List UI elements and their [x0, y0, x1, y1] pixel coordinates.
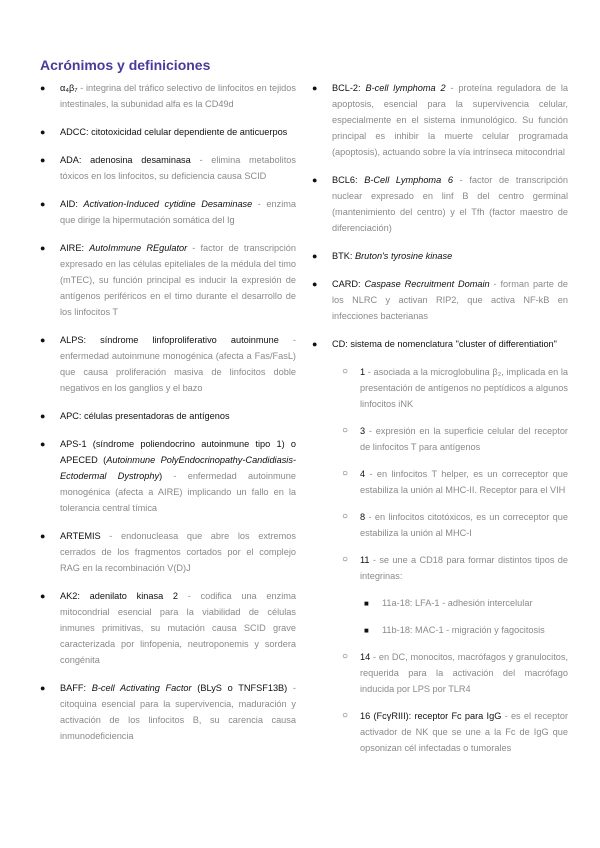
- definition: factor de transcripción nuclear expresado en linf B del centro germinal (mantenimiento del centro) y el Tfh (factor maestro de diferenciación): [332, 175, 568, 233]
- left-column: [40, 80, 296, 756]
- term: 11b-18: MAC-1: [382, 625, 444, 635]
- bullet-icon: ●: [40, 591, 46, 601]
- term: ARTEMIS: [60, 531, 101, 541]
- term: BCL6:: [332, 175, 365, 185]
- term: BTK:: [332, 251, 355, 261]
- definition: enfermedad autoinmune monogénica (afecta a AIRE) implicando un fallo en la tolerancia central tímica: [60, 471, 296, 513]
- term: BAFF:: [60, 683, 92, 693]
- bullet-icon: ●: [312, 175, 318, 185]
- term: 3: [360, 426, 366, 436]
- definition: en DC, monocitos, macrófagos y granulocitos, requerida para la activación del macrófago inducida por LPS por TLR4: [360, 652, 569, 694]
- circle-bullet-icon: ○: [342, 425, 349, 436]
- definition-item: ● BAFF: B-cell Activating Factor (BLyS o TNFSF13B) - citoquina esencial para la supervivencia, maduración y activación de los linfocitos B, su carencia causa inmunodeficiencia: [40, 680, 296, 744]
- bullet-icon: ●: [40, 199, 46, 209]
- term-italic: Bruton's tyrosine kinase: [354, 251, 453, 261]
- definition-item: ● ADA: adenosina desaminasa - elimina metabolitos tóxicos en los linfocitos, su deficiencia causa SCID: [40, 152, 296, 184]
- term: CD: sistema de nomenclatura "cluster of differentiation": [332, 339, 557, 349]
- definition-item: ● AID: Activation-Induced cytidine Desaminase - enzima que dirige la hipermutación somática del Ig: [40, 196, 296, 228]
- bullet-icon: ●: [312, 83, 318, 93]
- definition: elimina metabolitos tóxicos en los linfocitos, su deficiencia causa SCID: [60, 155, 296, 181]
- definition-item: ● AK2: adenilato kinasa 2 - codifica una enzima mitocondrial esencial para la viabilidad de células inmunes primitivas, su mutación causa SCID grave caracterizada por linfopenia, neutroponemis y sordera congénita: [40, 588, 296, 668]
- circle-bullet-icon: ○: [342, 651, 349, 662]
- page-title: Acrónimos y definiciones: [40, 57, 211, 73]
- cd-item: ○ 3 - expresión en la superficie celular del receptor de linfocitos T para antígenos: [342, 425, 568, 452]
- term: AID:: [60, 199, 84, 209]
- term: ALPS: síndrome linfoproliferativo autoinmune: [60, 335, 279, 345]
- definition: citoquina esencial para la supervivencia, maduración y activación de los linfocitos B, su carencia causa inmunodeficiencia: [60, 699, 296, 741]
- cd-item: ○ 1 - asociada a la microglobulina β₂, implicada en la presentación de antígenos no peptídicos a algunos linfocitos iNK: [342, 366, 568, 409]
- term: 11: [360, 555, 370, 565]
- cd-item: ○ 8 - en linfocitos citotóxicos, es un correceptor que estabiliza la unión al MHC-I: [342, 511, 568, 538]
- definition: en linfocitos citotóxicos, es un correceptor que estabiliza la unión al MHC-I: [360, 512, 568, 538]
- definition: asociada a la microglobulina β₂, implicada en la presentación de antígenos no peptídicos a algunos linfocitos iNK: [360, 367, 568, 409]
- circle-bullet-icon: ○: [342, 710, 349, 721]
- cd-item: ○ 16 (FcγRIII): receptor Fc para IgG - es el receptor activador de NK que se une a la Fc de IgG que opsonizan cél infectadas o tumorales: [342, 710, 569, 753]
- definition: enzima que dirige la hipermutación somática del Ig: [60, 199, 296, 225]
- circle-bullet-icon: ○: [342, 511, 349, 522]
- term-italic: B-Cell Lymphoma 6: [364, 175, 453, 185]
- definition: codifica una enzima mitocondrial esencial para la viabilidad de células inmunes primitivas, su mutación causa SCID grave caracterizada por linfopenia, neutroponemis y sordera congénita: [60, 591, 296, 665]
- term: ADA: adenosina desaminasa: [60, 155, 191, 165]
- definition-item: [312, 248, 568, 264]
- term: 4: [360, 469, 366, 479]
- circle-bullet-icon: ○: [342, 366, 349, 377]
- definition-item: ● AIRE: AutoImmune REgulator - factor de transcripción expresado en las células epiteliales de la médula del timo (mTEC), su función principal es inducir la expresión de antígenos periféricos en el timo durante el desarrollo de los linfocitos T: [40, 240, 296, 320]
- term-italic: AutoImmune REgulator: [89, 243, 188, 253]
- bullet-icon: ●: [40, 127, 46, 137]
- definition: forman parte de los NLRC y activan RIP2, que activa NF-kB en infecciones bacterianas: [332, 279, 568, 321]
- cd-item: ○ 4 - en linfocitos T helper, es un correceptor que estabiliza la unión al MHC-II. Receptor para el VIH: [342, 468, 568, 495]
- definition-item: ● ARTEMIS - endonucleasa que abre los extremos cerrados de los fragmentos cortados por el complejo RAG en la recombinación V(D)J: [40, 528, 296, 576]
- definition-item: ● APS-1 (síndrome poliendocrino autoinmune tipo 1) o APECED (Autoinmune PolyEndocrinopathy-Candidiasis-Ectodermal Dystrophy) - enfermedad autoinmune monogénica (afecta a AIRE) implicando un fallo en la tolerancia central tímica: [40, 436, 296, 516]
- term: 8: [360, 512, 366, 522]
- definition: factor de transcripción expresado en las células epiteliales de la médula del timo (mTEC), su función principal es inducir la expresión de antígenos periféricos en el timo durante el desarrollo de los linfocitos T: [60, 243, 296, 317]
- bullet-icon: ●: [40, 155, 46, 165]
- term: 11a-18: LFA-1: [382, 598, 440, 608]
- term-italic: Caspase Recruitment Domain: [364, 279, 490, 289]
- square-bullet-icon: ■: [364, 599, 369, 608]
- term: CARD:: [332, 279, 365, 289]
- definition: expresión en la superficie celular del receptor de linfocitos T para antígenos: [360, 426, 568, 452]
- bullet-icon: ●: [40, 335, 46, 345]
- term: APC: células presentadoras de antígenos: [60, 411, 230, 421]
- right-column: [312, 80, 568, 767]
- cd-item: ○ 14 - en DC, monocitos, macrófagos y granulocitos, requerida para la activación del macrófago inducida por LPS por TLR4: [342, 651, 569, 694]
- circle-bullet-icon: ○: [342, 468, 349, 479]
- definition-item: [312, 336, 568, 352]
- bullet-icon: ●: [312, 279, 318, 289]
- bullet-icon: ●: [40, 683, 46, 693]
- bullet-icon: ●: [40, 411, 46, 421]
- term: 16 (FcγRIII): receptor Fc para IgG: [360, 711, 502, 721]
- definition-item: ● ALPS: síndrome linfoproliferativo autoinmune - enfermedad autoinmune monogénica (afecta a Fas/FasL) que causa proliferación masiva de linfocitos doble negativos en los ganglios y el bazo: [40, 332, 296, 396]
- bullet-icon: ●: [312, 339, 318, 349]
- cd-item: ○ 11 - se une a CD18 para formar distintos tipos de integrinas:: [342, 554, 568, 581]
- term: AK2: adenilato kinasa 2: [60, 591, 178, 601]
- term: ADCC: citotoxicidad celular dependiente de anticuerpos: [60, 127, 288, 137]
- bullet-icon: ●: [312, 251, 318, 261]
- definition: adhesión intercelular: [447, 598, 533, 608]
- bullet-icon: ●: [40, 83, 46, 93]
- bullet-icon: ●: [40, 243, 46, 253]
- definition: proteína reguladora de la apoptosis, esencial para la supervivencia celular, especialmente en el sistema inmunológico. Su función principal es inhibir la muerte celular programada (apoptosis), actuando sobre la vía intrínseca mitocondrial: [332, 83, 568, 157]
- term: 14: [360, 652, 371, 662]
- term: APS-1 (síndrome poliendocrino autoinmune tipo 1) o APECED (: [60, 439, 296, 465]
- bullet-icon: ●: [40, 531, 46, 541]
- definition-item: ● BCL-2: B-cell lymphoma 2 - proteína reguladora de la apoptosis, esencial para la supervivencia celular, especialmente en el sistema inmunológico. Su función principal es inhibir la muerte celular programada (apoptosis), actuando sobre la vía intrínseca mitocondrial: [312, 80, 568, 160]
- definition: endonucleasa que abre los extremos cerrados de los fragmentos cortados por el complejo RAG en la recombinación V(D)J: [60, 531, 296, 573]
- definition-item: ● BCL6: B-Cell Lymphoma 6 - factor de transcripción nuclear expresado en linf B del centro germinal (mantenimiento del centro) y el Tfh (factor maestro de diferenciación): [312, 172, 568, 236]
- term: AIRE:: [60, 243, 90, 253]
- circle-bullet-icon: ○: [342, 554, 349, 565]
- definition-item: ● CARD: Caspase Recruitment Domain - forman parte de los NLRC y activan RIP2, que activa NF-kB en infecciones bacterianas: [312, 276, 568, 324]
- bullet-icon: ●: [40, 439, 46, 449]
- term-italic: B-cell Activating Factor: [91, 683, 192, 693]
- term: 1: [360, 367, 366, 377]
- term-italic: Autoinmune PolyEndocrinopathy-Candidiasis-Ectodermal Dystrophy: [60, 455, 296, 481]
- definition: integrina del tráfico selectivo de linfocitos en tejidos intestinales, la subunidad alfa es la CD49d: [60, 83, 296, 109]
- term: α₄β₇: [60, 83, 78, 93]
- definition: enfermedad autoinmune monogénica (afecta a Fas/FasL) que causa proliferación masiva de linfocitos doble negativos en los ganglios y el bazo: [60, 351, 296, 393]
- definition: en linfocitos T helper, es un correceptor que estabiliza la unión al MHC-II. Receptor para el VIH: [360, 469, 568, 495]
- definition: migración y fagocitosis: [451, 625, 545, 635]
- definition-item: [40, 408, 296, 424]
- term-italic: Activation-Induced cytidine Desaminase: [83, 199, 253, 209]
- definition: es el receptor activador de NK que se une a la Fc de IgG que opsonizan cél infectadas o tumorales: [360, 711, 569, 753]
- cd11-item: ■ 11b-18: MAC-1 - migración y fagocitosis: [312, 622, 568, 638]
- cd11-item: ■ 11a-18: LFA-1 - adhesión intercelular: [312, 595, 568, 611]
- definition-item: ● α₄β₇ - integrina del tráfico selectivo de linfocitos en tejidos intestinales, la subunidad alfa es la CD49d: [40, 80, 296, 112]
- square-bullet-icon: ■: [364, 626, 369, 635]
- definition-item: [40, 124, 296, 140]
- definition: se une a CD18 para formar distintos tipos de integrinas:: [360, 555, 568, 581]
- term: BCL-2:: [332, 83, 366, 93]
- term-italic: B-cell lymphoma 2: [365, 83, 446, 93]
